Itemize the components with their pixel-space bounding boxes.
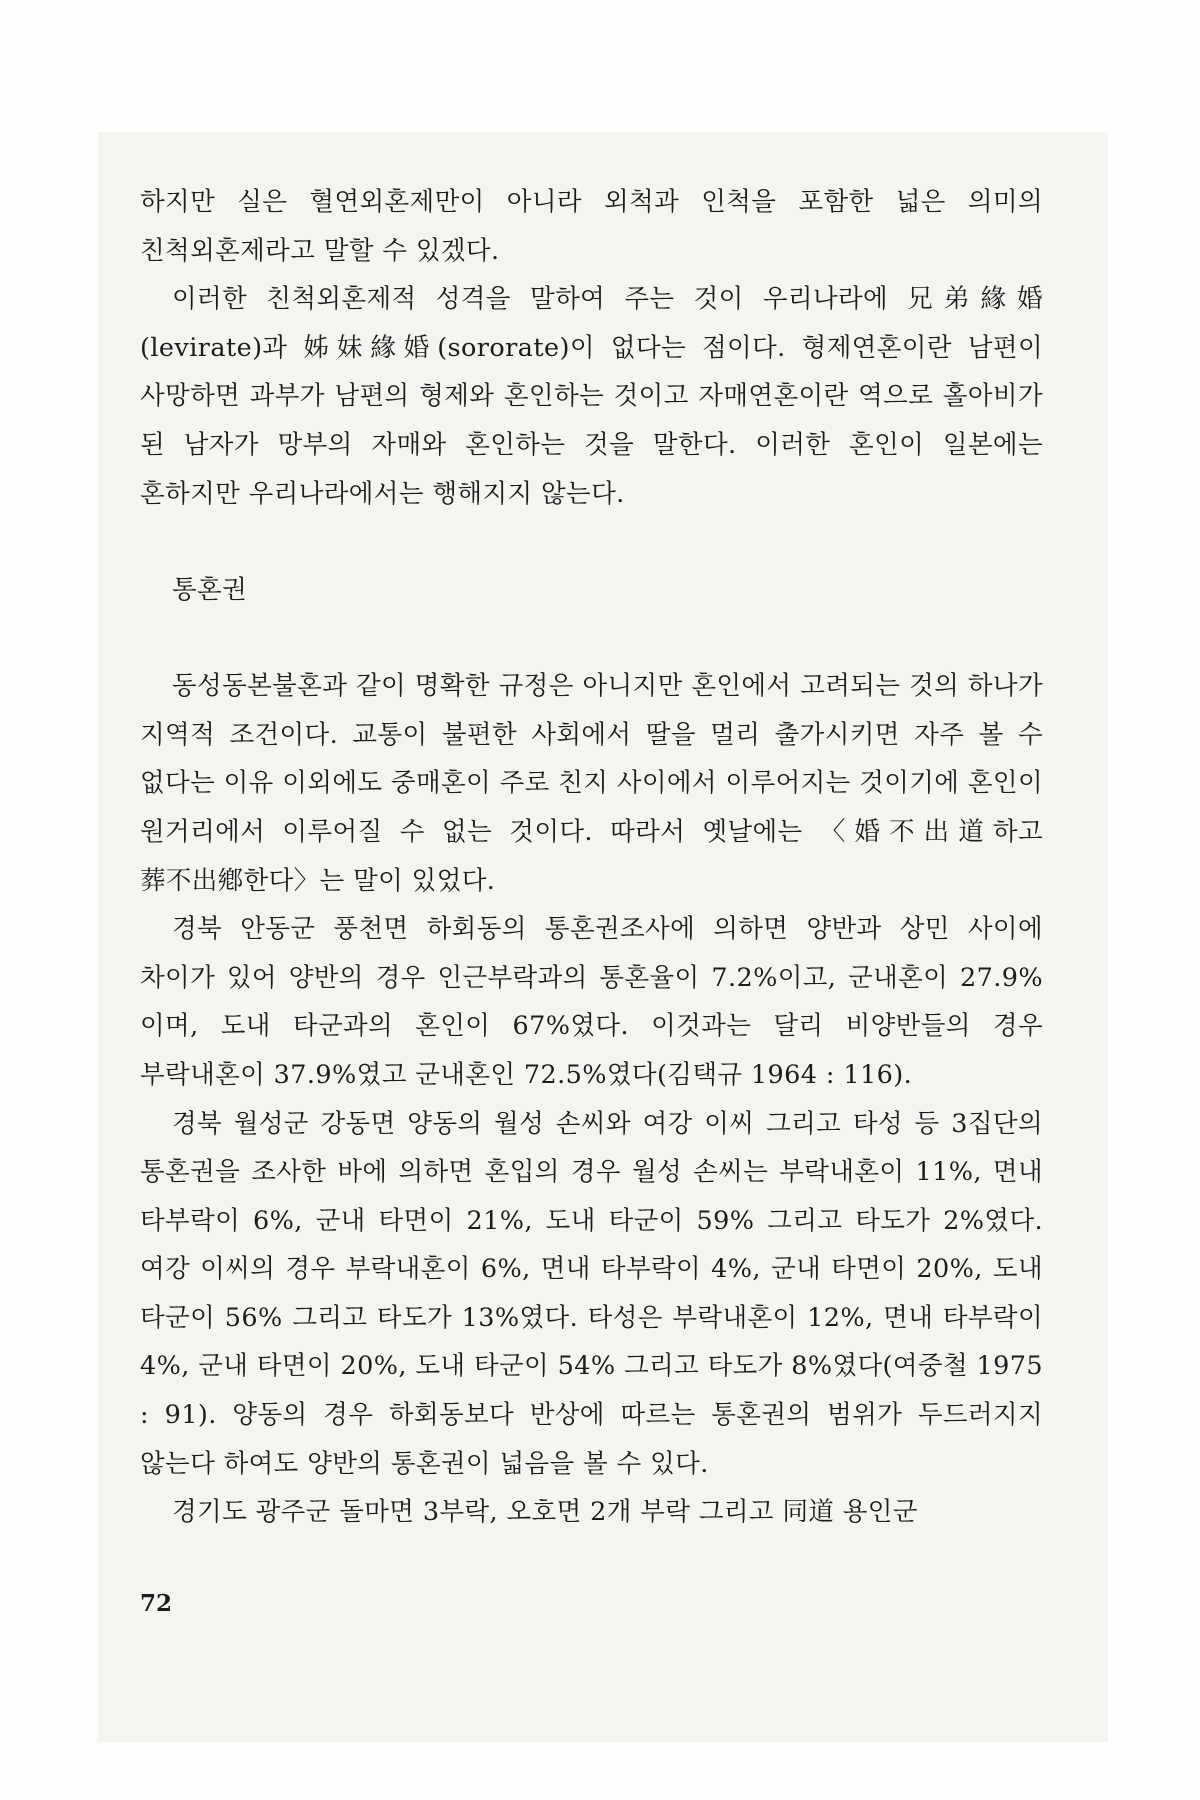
paragraph-hahoe-survey: 경북 안동군 풍천면 하회동의 통혼권조사에 의하면 양반과 상민 사이에 차이가 있어 양반의 경우 인근부락과의 통혼율이 7.2%이고, 군내혼이 27.9%이며, 도내 타군과의 혼인이 67%였다. 이것과는 달리 비양반들의 경우 부락내혼이 37.9%였고 군내혼인 72.5%였다(김택규 1964 : 116). [140,914,1043,1090]
paragraph-continuation: 하지만 실은 혈연외혼제만이 아니라 외척과 인척을 포함한 넓은 의미의 친척외혼제라고 말할 수 있겠다. [140,187,1043,266]
paragraph-levirate-sororate: 이러한 친척외혼제적 성격을 말하여 주는 것이 우리나라에 兄弟緣婚(levirate)과 姊妹緣婚(sororate)이 없다는 점이다. 형제연혼이란 남편이 사망하면 과부가 남편의 형제와 혼인하는 것이고 자매연혼이란 역으로 홀아비가 된 남자가 망부의 자매와 혼인하는 것을 말한다. 이러한 혼인이 일본에는 혼하지만 우리나라에서는 행해지지 않는다. [140,284,1043,509]
paragraph-gyeonggi-survey: 경기도 광주군 돌마면 3부락, 오호면 2개 부락 그리고 同道 용인군 [172,1497,918,1528]
paragraph-yangdong-survey: 경북 월성군 강동면 양동의 월성 손씨와 여강 이씨 그리고 타성 등 3집단의 통혼권을 조사한 바에 의하면 혼입의 경우 월성 손씨는 부락내혼이 11%, 면내 타부락이 6%, 군내 타면이 21%, 도내 타군이 59% 그리고 타도가 2%였다. 여강 이씨의 경우 부락내혼이 6%, 면내 타부락이 4%, 군내 타면이 20%, 도내 타군이 56% 그리고 타도가 13%였다. 타성은 부락내혼이 12%, 면내 타부락이 4%, 군내 타면이 20%, 도내 타군이 54% 그리고 타도가 8%였다(여중철 1975 : 91). 양동의 경우 하회동보다 반상에 따르는 통혼권의 범위가 두드러지지 않는다 하여도 양반의 통혼권이 넓음을 볼 수 있다. [140,1108,1043,1479]
paragraph-regional-condition: 동성동본불혼과 같이 명확한 규정은 아니지만 혼인에서 고려되는 것의 하나가 지역적 조건이다. 교통이 불편한 사회에서 딸을 멀리 출가시키면 자주 볼 수 없다는 이유 이외에도 중매혼이 주로 친지 사이에서 이루어지는 것이기에 혼인이 원거리에서 이루어질 수 없는 것이다. 따라서 옛날에는 〈婚不出道하고 葬不出鄕한다〉는 말이 있었다. [140,671,1043,896]
document-body [140,178,1043,1537]
page-number: 72 [140,1590,173,1617]
section-heading [172,566,1043,614]
section-heading-text: 통혼권 [172,575,248,606]
